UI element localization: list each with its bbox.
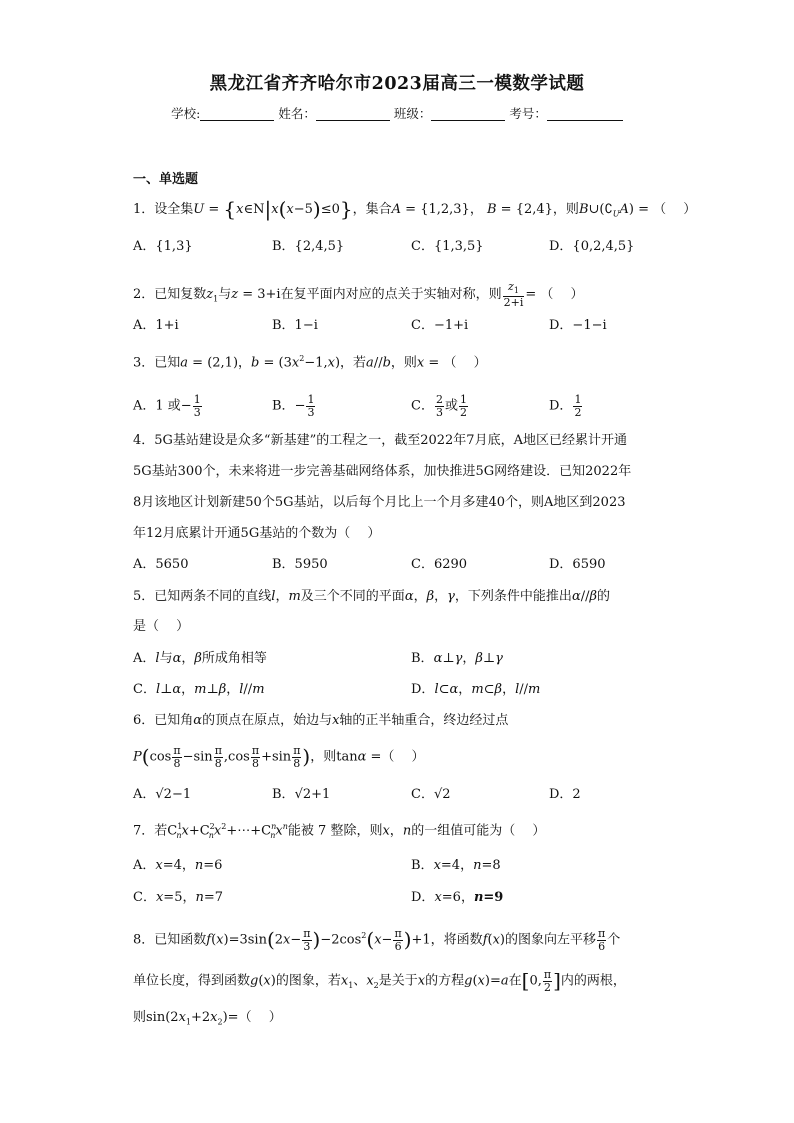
q3-option-d[interactable]: D． $\frac{1}{2}$ [549, 393, 582, 419]
question-7-stem: 7．若$C^1_nx+C^2_nx^2+\cdots+C^n_nx^n$能被 7 整除，则x，n的一组值可能为（ ） [133, 822, 546, 840]
q3-option-b[interactable]: B．− $\frac{1}{3}$ [272, 393, 315, 419]
q5-option-d[interactable]: D．l⊂α，m⊂β，l//m [411, 682, 541, 697]
q6-option-c[interactable]: C．√2 [411, 787, 451, 802]
q1-option-b[interactable]: B．{2,4,5} [272, 239, 345, 254]
class-label: 班级： [393, 106, 432, 121]
question-5-line-2: 是（ ） [133, 619, 190, 634]
question-4-line-4: 年12月底累计开通5G基站的个数为（ ） [133, 526, 381, 541]
q5-option-b[interactable]: B．α⊥γ，β⊥γ [411, 651, 503, 666]
q2-option-b[interactable]: B．1−i [272, 318, 318, 333]
question-2-stem: 2．已知复数$z_1$与z = 3+i在复平面内对应的点关于实轴对称，则 $\frac{z_1}{2+i}$ = （ ） [133, 280, 584, 309]
name-blank[interactable] [316, 108, 390, 121]
exam-no-blank[interactable] [547, 108, 623, 121]
q1-option-c[interactable]: C．{1,3,5} [411, 239, 484, 254]
q2-option-d[interactable]: D．−1−i [549, 318, 607, 333]
question-4-line-2: 5G基站300个，未来将进一步完善基础网络体系，加快推进5G网络建设．已知2022年 [133, 464, 632, 479]
exam-no-label: 考号： [509, 106, 547, 121]
question-1-stem: 1．设全集U = {x∈N|x(x−5)≤0}，集合A = {1,2,3}， B = {2,4}，则$B\cup(∁_UA)$ = （ ） [133, 197, 697, 221]
q4-option-d[interactable]: D．6590 [549, 557, 606, 572]
question-8-line-2: 单位长度，得到函数g(x)的图象，若$x_1$、$x_2$是关于x的方程g(x)=a在[0, $\frac{\pi}{2}$ ]内的两根， [133, 968, 626, 994]
q6-option-b[interactable]: B．√2+1 [272, 787, 331, 802]
q3-option-c[interactable]: C． $\frac{2}{3}$ 或 $\frac{1}{2}$ [411, 393, 467, 419]
q1-option-a[interactable]: A．{1,3} [133, 239, 193, 254]
question-4-line-3: 8月该地区计划新建50个5G基站，以后每个月比上一个月多建40个，则A地区到2023 [133, 495, 626, 510]
q7-option-a[interactable]: A．x=4，n=6 [133, 858, 223, 873]
section-heading: 一、单选题 [133, 172, 199, 187]
q4-option-b[interactable]: B．5950 [272, 557, 328, 572]
q7-option-c[interactable]: C．x=5，n=7 [133, 890, 224, 905]
question-8-line-3: 则$\sin(2x_1+2x_2)=$（ ） [133, 1010, 282, 1027]
q7-option-d[interactable]: D．x=6，n=9 [411, 890, 504, 905]
school-blank[interactable] [200, 108, 274, 121]
name-label: 姓名： [278, 106, 316, 121]
q4-option-c[interactable]: C．6290 [411, 557, 468, 572]
question-6-line-1: 6．已知角α的顶点在原点，始边与x轴的正半轴重合，终边经过点 [133, 713, 509, 728]
q5-option-c[interactable]: C．l⊥α，m⊥β，l//m [133, 682, 265, 697]
school-label: 学校: [171, 106, 201, 121]
q2-option-c[interactable]: C．−1+i [411, 318, 469, 333]
question-5-line-1: 5．已知两条不同的直线l，m及三个不同的平面α，β，γ，下列条件中能推出α//β的 [133, 589, 611, 604]
question-3-stem: 3．已知a = (2,1)，$b = (3x^2-1,x)$，若a//b，则x = （ ） [133, 354, 487, 371]
q6-option-a[interactable]: A．√2−1 [133, 787, 192, 802]
question-4-line-1: 4．5G基站建设是众多“新基建”的工程之一，截至2022年7月底，A地区已经累计开通 [133, 433, 627, 448]
q5-option-a[interactable]: A．l与α，β所成角相等 [133, 651, 267, 666]
q4-option-a[interactable]: A．5650 [133, 557, 189, 572]
student-info-line [0, 104, 794, 122]
q1-option-d[interactable]: D．{0,2,4,5} [549, 239, 635, 254]
exam-title: 黑龙江省齐齐哈尔市2023届高三一模数学试题 [209, 74, 585, 94]
class-blank[interactable] [431, 108, 505, 121]
q2-option-a[interactable]: A．1+i [133, 318, 179, 333]
q6-option-d[interactable]: D．2 [549, 787, 581, 802]
q7-option-b[interactable]: B．x=4，n=8 [411, 858, 501, 873]
q3-option-a[interactable]: A．1 或− $\frac{1}{3}$ [133, 393, 201, 419]
question-6-line-2: P(cos $\frac{\pi}{8}$ −sin $\frac{\pi}{8}$ ,cos $\frac{\pi}{8}$ +sin $\frac{\pi}{8}$ )，则tanα =（ ） [133, 744, 425, 770]
question-8-line-1: 8．已知函数f(x)=3sin(2x− $\frac{\pi}{3}$ )$-2\cos^2(x-$ $\frac{\pi}{6}$ )+1，将函数f(x)的图象向左平移 $\frac{\pi}{6}$ 个 [133, 927, 621, 953]
